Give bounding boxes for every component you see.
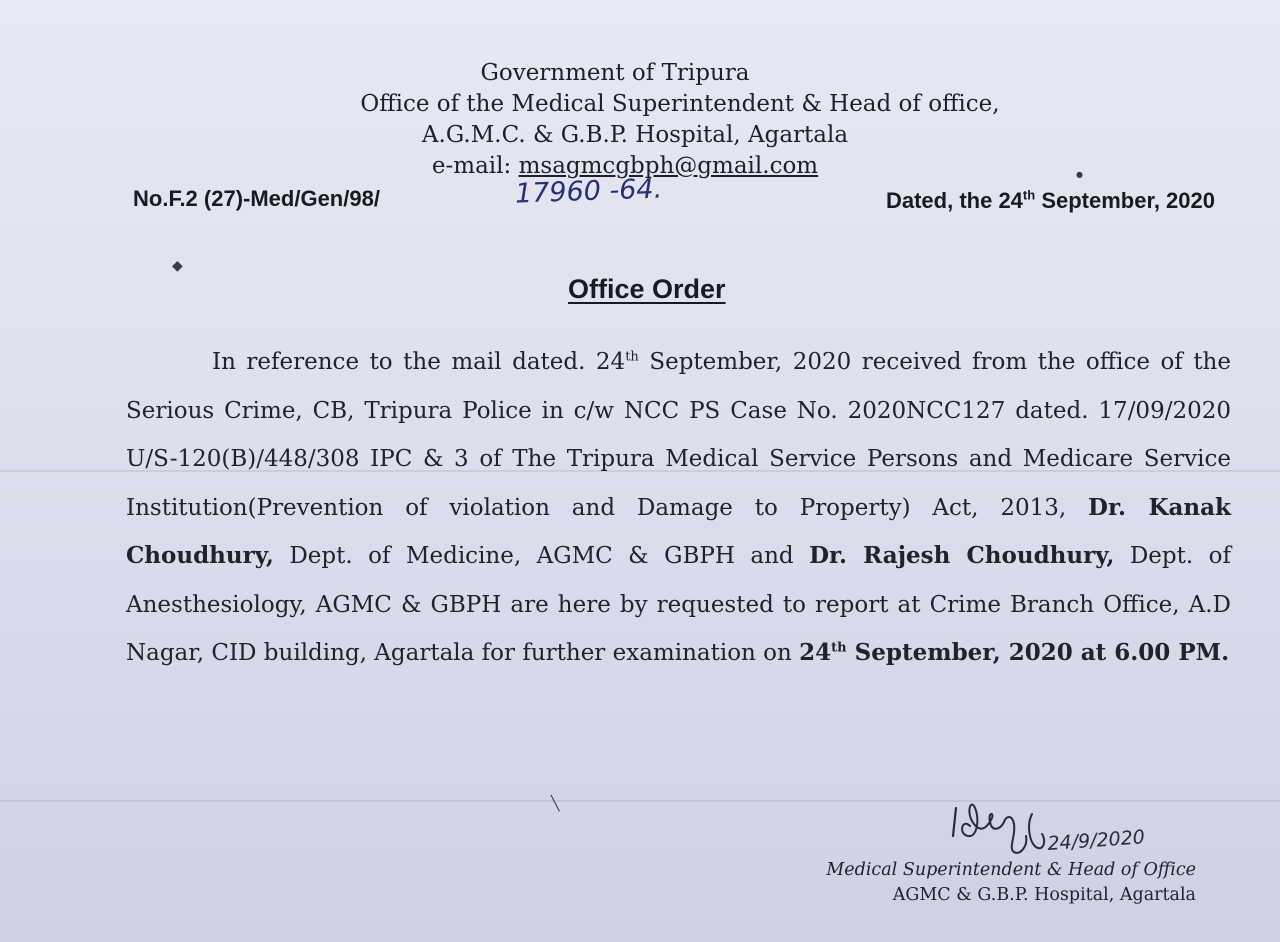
exam-date xyxy=(799,639,1229,666)
email-address: msagmcgbph@gmail.com xyxy=(518,153,819,179)
body-text-3: Dept. of Medicine, AGMC & GBPH and xyxy=(273,543,810,569)
exam-day: 24 xyxy=(799,639,832,666)
exam-day-sup: th xyxy=(831,640,847,656)
order-paragraph xyxy=(126,338,1231,678)
signature-date: 24/9/2020 xyxy=(1046,826,1146,855)
person-2: Dr. Rajesh Choudhury, xyxy=(809,542,1115,569)
ink-speck: ● xyxy=(1076,170,1083,179)
government-name: Government of Tripura xyxy=(480,60,750,86)
ink-speck: ◆ xyxy=(172,258,183,274)
date-suffix: September, 2020 xyxy=(1041,188,1215,213)
body-text-1: In reference to the mail dated. 24 xyxy=(212,349,626,375)
handwritten-reference-number: 17960 -64. xyxy=(514,173,663,210)
body-sup-1: th xyxy=(625,349,639,365)
person-1: Dr. Kanak Choudhury, xyxy=(126,493,1231,569)
letterhead xyxy=(300,58,1060,182)
ink-speck: ╲ xyxy=(551,796,560,812)
exam-rest: September, 2020 at 6.00 PM. xyxy=(846,639,1230,666)
email-label: e-mail: xyxy=(431,153,512,179)
handwritten-signature xyxy=(948,796,1178,866)
body-text-2: September, 2020 received from the office of the Serious Crime, CB, Tripura Police in c/w NCC PS Case No. 2020NCC127 dated. 17/09/2020 U/S-120(B)/448/308 IPC & 3 of The Tripura Medical Service Persons and Medicare Service Institution(Prevention of violation and Damage to Property) Act, 2013, xyxy=(126,349,1231,521)
signatory-office: AGMC & G.B.P. Hospital, Agartala xyxy=(892,885,1196,905)
document-title: Office Order xyxy=(568,274,726,304)
order-date xyxy=(886,188,1215,214)
order-body xyxy=(126,338,1231,678)
date-prefix: Dated, the 24 xyxy=(885,188,1023,213)
date-sup: th xyxy=(1022,187,1036,203)
reference-row xyxy=(133,173,1223,222)
hospital-name: A.G.M.C. & G.B.P. Hospital, Agartala xyxy=(421,122,849,148)
reference-number: No.F.2 (27)-Med/Gen/98/ xyxy=(133,186,380,211)
office-name: Office of the Medical Superintendent & Head of office, xyxy=(360,91,1000,117)
signatory-title: Medical Superintendent & Head of Office xyxy=(826,860,1196,880)
signatory-block xyxy=(726,858,1196,908)
body-text-4: Dept. of Anesthesiology, AGMC & GBPH are here by requested to report at Crime Branch Office, A.D Nagar, CID building, Agartala for further examination on xyxy=(126,543,1231,666)
